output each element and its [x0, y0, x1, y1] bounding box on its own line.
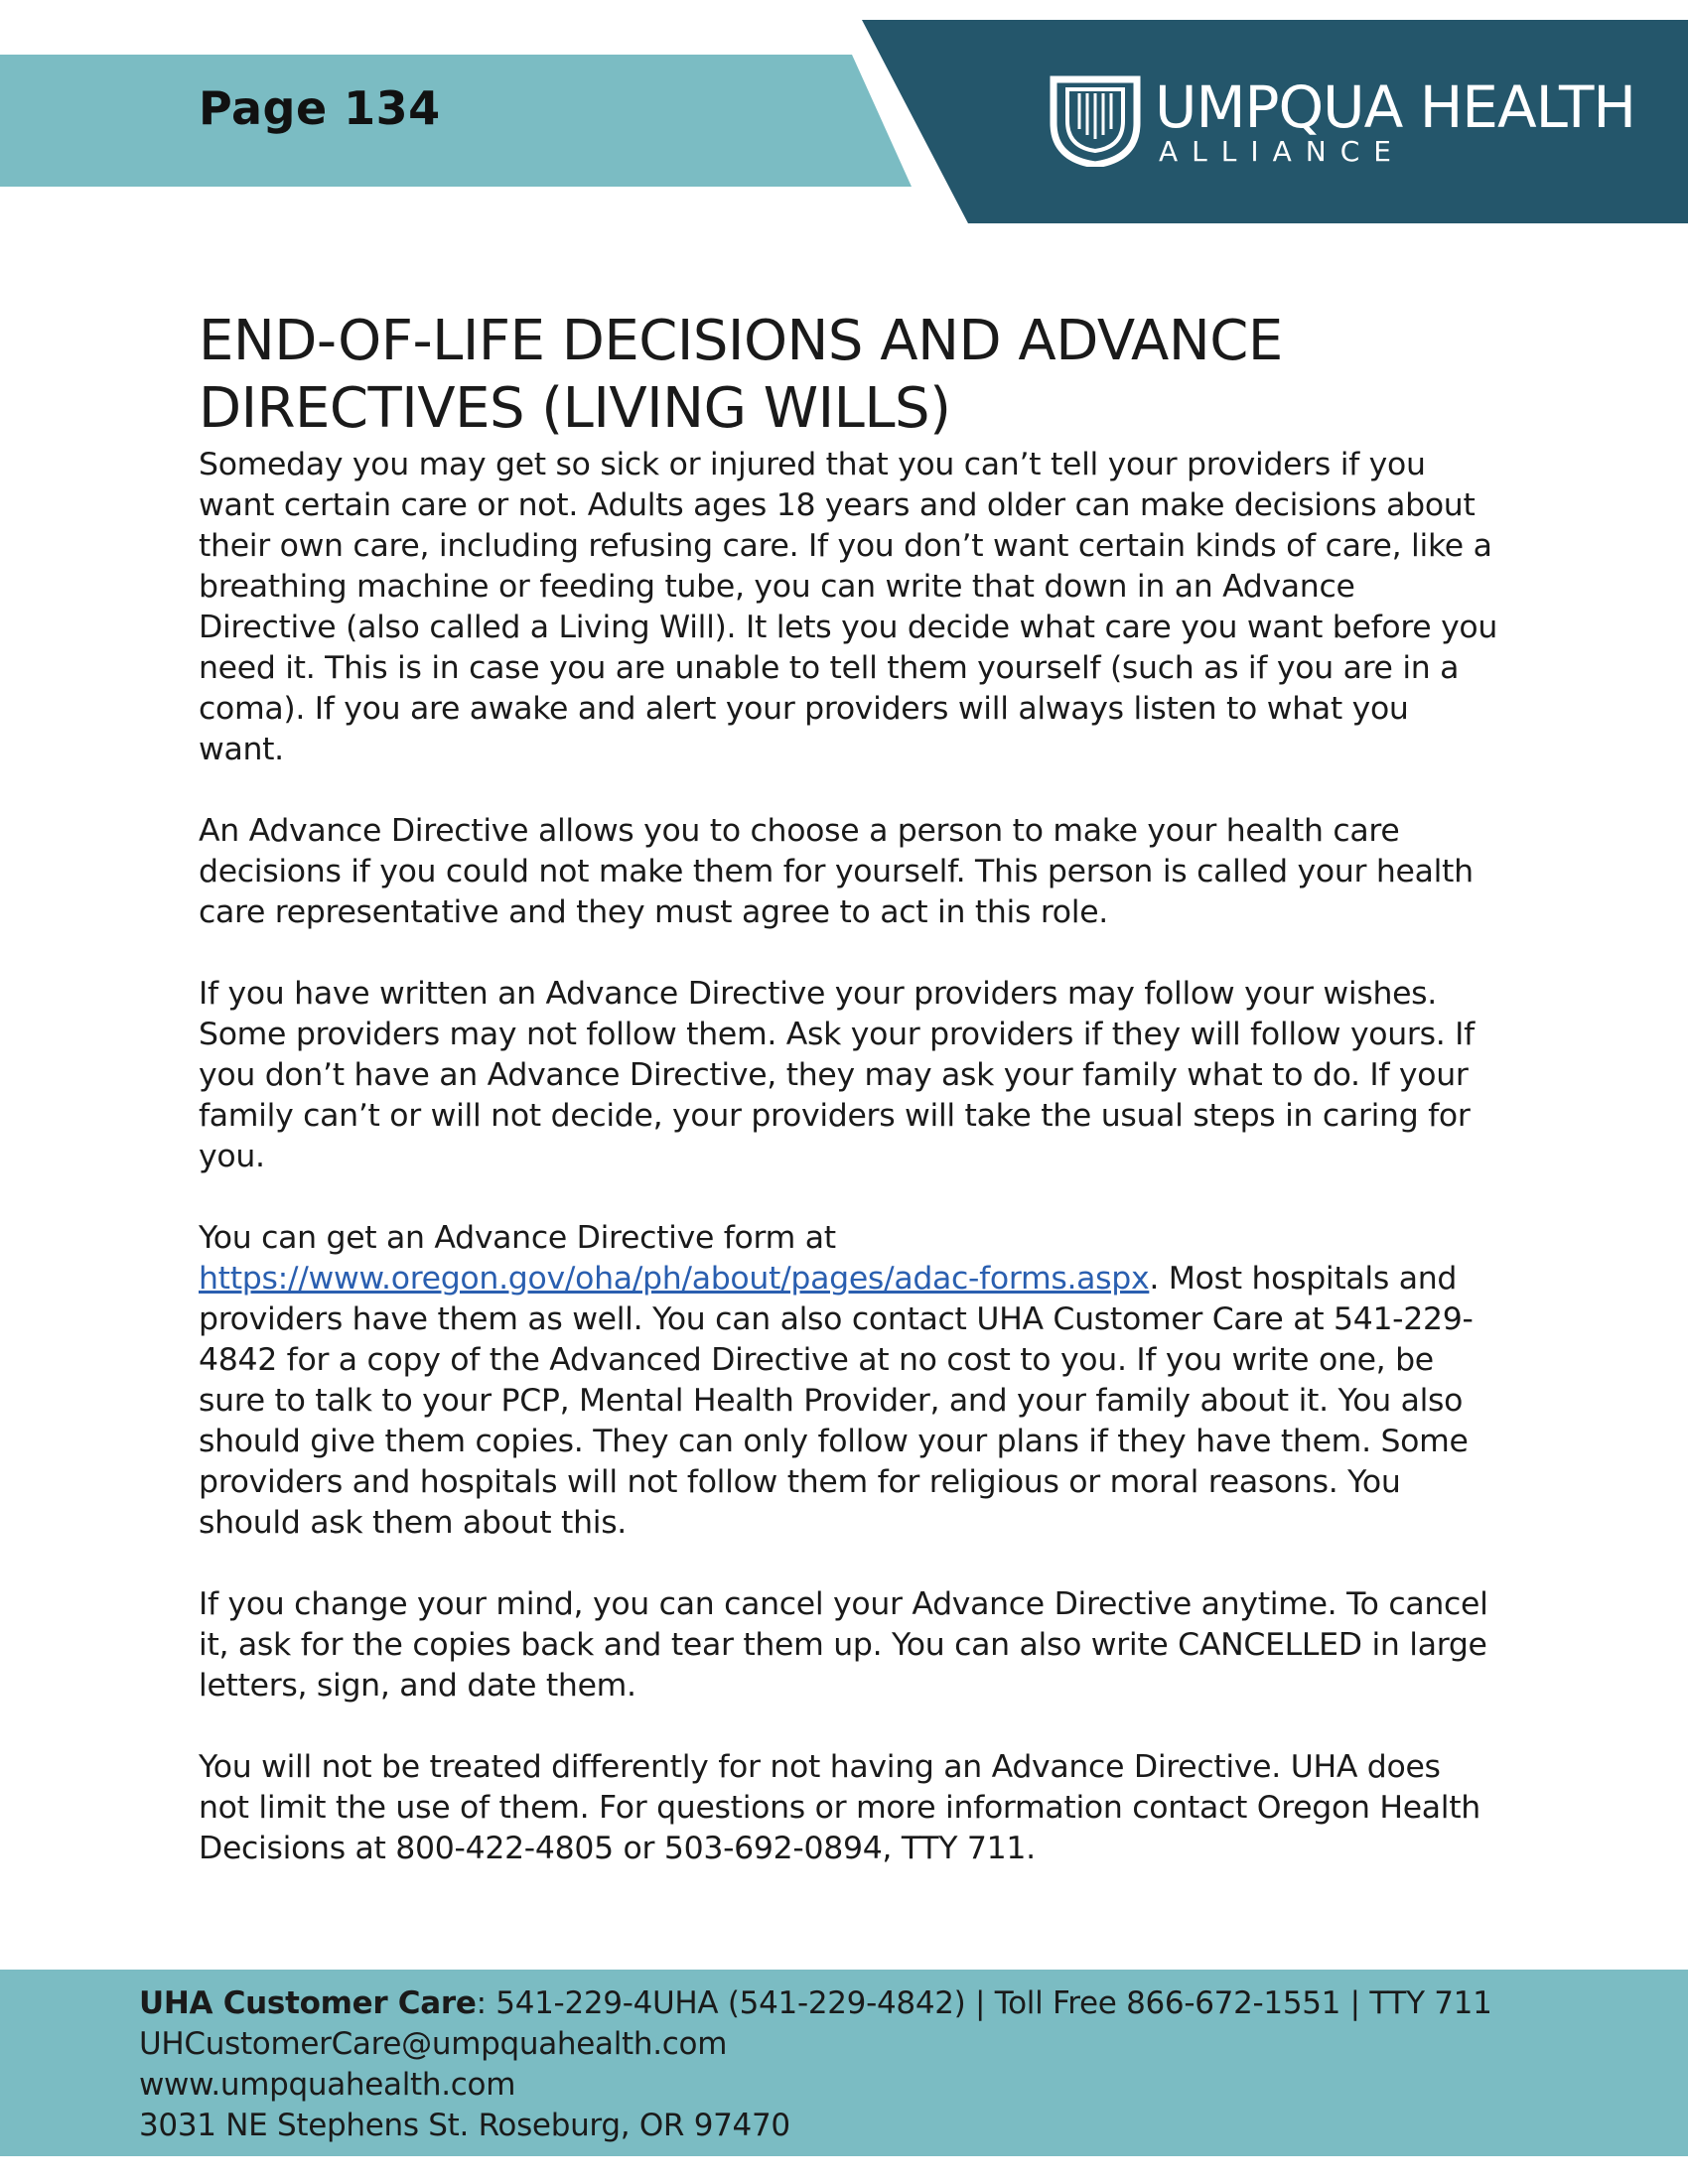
- footer-email[interactable]: UHCustomerCare@umpquahealth.com: [139, 2026, 728, 2062]
- get-form-text-continued: . Most hospitals and providers have them as well. You can also contact UHA Customer Care at 541-229-4842 for a copy of the Advanced Directive at no cost to you. If you write one, be sure to talk to your PCP, Mental Health Provider, and your family about it. You also should give them copies. They can only follow your plans if they have them. Some providers and hospitals will not follow them for religious or moral reasons. You should ask them about this.: [199, 1261, 1474, 1541]
- paragraph-intro: Someday you may get so sick or injured that you can’t tell your providers if you want certain care or not. Adults ages 18 years and older can make decisions about their own care, including refusing care. If you don’t want certain kinds of care, like a breathing machine or feeding tube, you can write that down in an Advance Directive (also called a Living Will). It lets you decide what care you want before you need it. This is in case you are unable to tell them yourself (such as if you are in a coma). If you are awake and alert your providers will always listen to what you want.: [199, 447, 1498, 767]
- paragraph-representative: An Advance Directive allows you to choose a person to make your health care decisions if you could not make them for yourself. This person is called your health care representative and they must agree to act in this role.: [199, 813, 1474, 930]
- footer-address: 3031 NE Stephens St. Roseburg, OR 97470: [139, 2108, 790, 2143]
- footer-label: UHA Customer Care: [139, 1985, 477, 2021]
- footer-phones: : 541-229-4UHA (541-229-4842) | Toll Free 866-672-1551 | TTY 711: [476, 1985, 1492, 2021]
- paragraph-cancel: If you change your mind, you can cancel your Advance Directive anytime. To cancel it, ask for the copies back and tear them up. You can also write CANCELLED in large letters, sign, and date them.: [199, 1586, 1488, 1704]
- footer-phone-line: [139, 1983, 1492, 2024]
- paragraph-providers: If you have written an Advance Directive your providers may follow your wishes. Some providers may not follow them. Ask your providers if they will follow yours. If you don’t have an Advance Directive, they may ask your family what to do. If your family can’t or will not decide, your providers will take the usual steps in caring for you.: [199, 976, 1475, 1174]
- paragraph-get-form: [199, 1218, 1499, 1544]
- page-title: END-OF-LIFE DECISIONS AND ADVANCE DIRECTIVES (LIVING WILLS): [199, 309, 1283, 441]
- paragraph-treatment: You will not be treated differently for not having an Advance Directive. UHA does not limit the use of them. For questions or more information contact Oregon Health Decisions at 800-422-4805 or 503-692-0894, TTY 711.: [199, 1749, 1480, 1866]
- logo-name: UMPQUA HEALTH: [1155, 73, 1635, 141]
- umpqua-health-logo: [1048, 71, 1635, 171]
- header-light-band: [0, 55, 912, 187]
- umpqua-shield-icon: [1048, 71, 1143, 167]
- footer: [0, 1970, 1688, 2156]
- footer-contact: [139, 1983, 1492, 2146]
- logo-subtitle: ALLIANCE: [1159, 135, 1405, 168]
- advance-directive-form-link[interactable]: https://www.oregon.gov/oha/ph/about/pages/adac-forms.aspx: [199, 1261, 1150, 1297]
- main-content: [199, 308, 1499, 1910]
- page-number: Page 134: [199, 81, 441, 135]
- footer-website[interactable]: www.umpquahealth.com: [139, 2067, 516, 2103]
- get-form-text: You can get an Advance Directive form at: [199, 1220, 836, 1256]
